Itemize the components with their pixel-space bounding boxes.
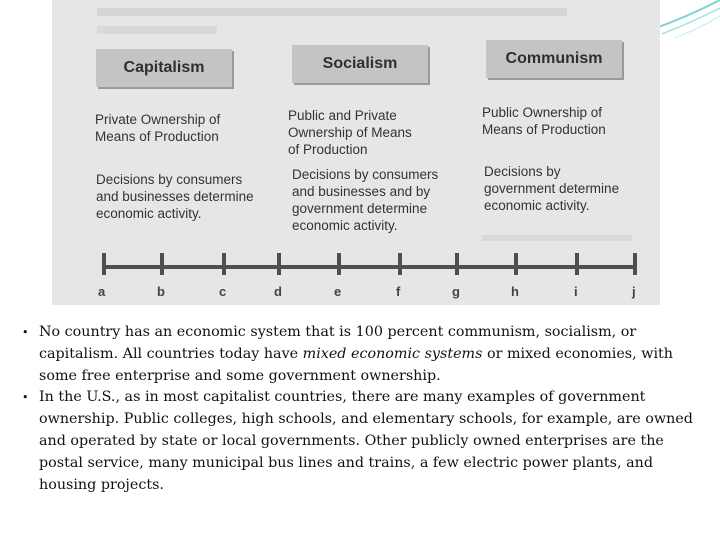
communism-header-label: Communism bbox=[505, 50, 603, 67]
economic-systems-figure bbox=[52, 0, 660, 305]
socialism-header-label: Socialism bbox=[322, 55, 398, 72]
timeline-label-j: j bbox=[632, 284, 636, 299]
timeline-tick bbox=[514, 253, 518, 275]
timeline-tick bbox=[398, 253, 402, 275]
timeline-label-i: i bbox=[574, 284, 578, 299]
timeline-label-f: f bbox=[396, 284, 401, 299]
capitalism-header bbox=[96, 49, 232, 87]
bullet-text-end: or mixed economies, with some free enterprise and some government ownership. bbox=[39, 345, 673, 384]
timeline-label-d: d bbox=[274, 284, 282, 299]
timeline-tick bbox=[575, 253, 579, 275]
timeline-tick bbox=[337, 253, 341, 275]
timeline-tick bbox=[277, 253, 281, 275]
timeline-tick bbox=[455, 253, 459, 275]
bullet-emphasis: mixed economic systems bbox=[302, 345, 483, 362]
communism-decisions-text: Decisions by government determine economic activity. bbox=[484, 164, 620, 213]
capitalism-decisions-text: Decisions by consumers and businesses determine economic activity. bbox=[96, 172, 254, 221]
timeline-label-c: c bbox=[219, 284, 227, 299]
bullet-marker: • bbox=[22, 326, 29, 339]
timeline-tick bbox=[102, 253, 106, 275]
bullet-text: No country has an economic system that is 100 percent communism, socialism, or capitalism. All countries today have bbox=[39, 324, 637, 362]
timeline-tick bbox=[222, 253, 226, 275]
timeline-tick bbox=[160, 253, 164, 275]
communism-header bbox=[486, 40, 622, 78]
bullet-text: In the U.S., as in most capitalist countries, there are many examples of government ownership. Public colleges, high schools, and elementary schools, for example, are owned and operated by state or local governments. Other publicly owned enterprises are the postal service, many municipal bus lines and trains, a few electric power plants, and housing projects. bbox=[39, 389, 693, 493]
capitalism-header-label: Capitalism bbox=[123, 59, 205, 76]
communism-ownership-text: Public Ownership of Means of Production bbox=[482, 105, 606, 137]
socialism-decisions-text: Decisions by consumers and businesses and by government determine economic activity. bbox=[292, 167, 439, 233]
timeline-label-a: a bbox=[98, 284, 106, 299]
bullet-list bbox=[22, 322, 694, 496]
timeline-label-g: g bbox=[452, 284, 460, 299]
timeline-label-h: h bbox=[511, 284, 519, 299]
timeline-tick bbox=[633, 253, 637, 275]
timeline-label-b: b bbox=[157, 284, 165, 299]
bullet-marker: • bbox=[22, 391, 29, 405]
timeline-label-e: e bbox=[334, 284, 342, 299]
bullet-item-mixed-economies bbox=[22, 322, 694, 387]
timeline-line bbox=[102, 265, 637, 269]
socialism-header bbox=[292, 45, 428, 83]
bullet-item-government-ownership bbox=[22, 387, 694, 496]
capitalism-ownership-text: Private Ownership of Means of Production bbox=[95, 112, 221, 144]
socialism-ownership-text: Public and Private Ownership of Means of Production bbox=[288, 108, 412, 157]
